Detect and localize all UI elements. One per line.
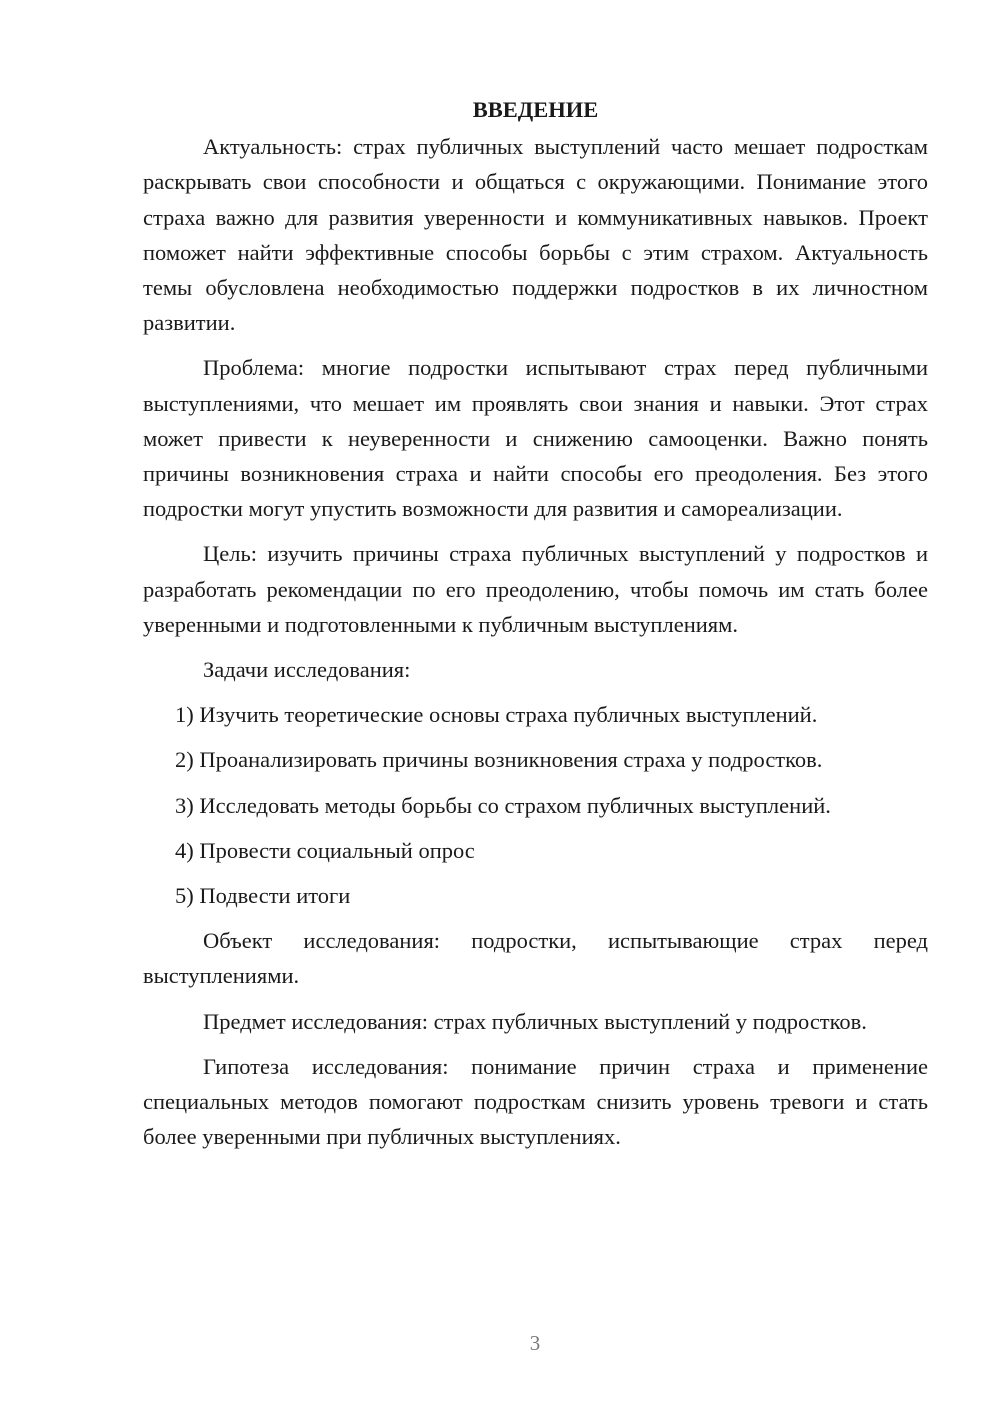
section-heading: ВВЕДЕНИЕ xyxy=(472,97,599,122)
paragraph-object: Объект исследования: подростки, испытывающие страх перед выступлениями. xyxy=(143,928,928,989)
paragraph-goal: Цель: изучить причины страха публичных выступлений у подростков и разработать рекомендации по его преодолению, чтобы помочь им стать более уверенными и подготовленными к публичным выступлениям. xyxy=(143,541,928,637)
page-number: 3 xyxy=(529,1331,541,1355)
document-body xyxy=(143,92,928,1164)
list-item: 3) Исследовать методы борьбы со страхом публичных выступлений. xyxy=(175,792,831,818)
list-item: 5) Подвести итоги xyxy=(175,883,351,909)
paragraph-hypothesis: Гипотеза исследования: понимание причин страха и применение специальных методов помогают подросткам снизить уровень тревоги и стать более уверенными при публичных выступлениях. xyxy=(143,1053,928,1150)
list-item: 2) Проанализировать причины возникновения страха у подростков. xyxy=(175,747,823,773)
tasks-list xyxy=(143,697,928,913)
tasks-title: Задачи исследования: xyxy=(203,657,411,683)
paragraph-relevance: Актуальность: страх публичных выступлений часто мешает подросткам раскрывать свои способности и общаться с окружающими. Понимание этого страха важно для развития уверенности и коммуникативных навыков. Проект поможет найти эффективные способы борьбы с этим страхом. Актуальность темы обусловлена необходимостью поддержки подростков в их личностном развитии. xyxy=(143,134,928,336)
paragraph-problem: Проблема: многие подростки испытывают страх перед публичными выступлениями, что мешает им проявлять свои знания и навыки. Этот страх может привести к неуверенности и снижению самооценки. Важно понять причины возникновения страха и найти способы его преодоления. Без этого подростки могут упустить возможности для развития и самореализации. xyxy=(143,355,928,522)
list-item: 1) Изучить теоретические основы страха публичных выступлений. xyxy=(175,702,818,728)
paragraph-subject: Предмет исследования: страх публичных выступлений у подростков. xyxy=(203,1008,867,1034)
list-item: 4) Провести социальный опрос xyxy=(175,837,475,863)
